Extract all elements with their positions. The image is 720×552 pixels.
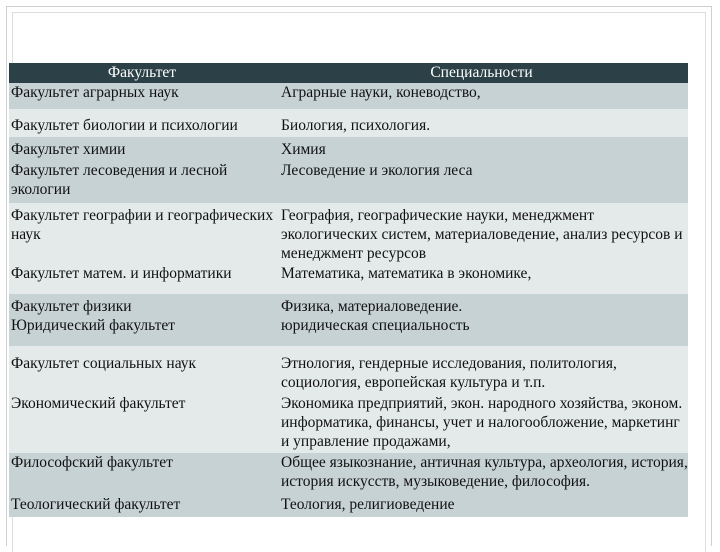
table-header-row [9,63,688,83]
table-row [9,264,688,294]
faculty-cell: Факультет матем. и информатики [9,264,275,294]
specialties-cell: География, географические науки, менеджмент экологических систем, материаловедение, анализ ресурсов и менеджмент ресурсов [275,203,688,264]
faculty-cell: Экономический факультет [9,394,275,453]
table-row [9,294,688,316]
table-row [9,137,688,161]
header-specialties: Специальности [275,63,688,83]
specialties-cell: Химия [275,137,688,161]
specialties-cell: Биология, психология. [275,109,688,137]
faculty-cell: Факультет лесоведения и лесной экологии [9,161,275,203]
faculty-cell: Факультет химии [9,137,275,161]
faculty-cell: Факультет аграрных наук [9,83,275,109]
table-row [9,394,688,453]
specialties-cell: Общее языкознание, античная культура, археология, история, история искусств, музыковедение, философия. [275,453,688,495]
faculty-cell: Факультет биологии и психологии [9,109,275,137]
faculty-cell: Философский факультет [9,453,275,495]
faculty-cell: Юридический факультет [9,316,275,346]
faculty-cell: Факультет социальных наук [9,346,275,394]
table-row [9,495,688,517]
faculty-cell: Факультет географии и географических наук [9,203,275,264]
faculty-cell: Факультет физики [9,294,275,316]
specialties-cell: Физика, материаловедение. [275,294,688,316]
faculties-table [9,63,688,517]
table-row [9,161,688,203]
specialties-cell: Лесоведение и экология леса [275,161,688,203]
faculty-cell: Теологический факультет [9,495,275,517]
specialties-cell: Аграрные науки, коневодство, [275,83,688,109]
specialties-cell: Теология, религиоведение [275,495,688,517]
specialties-cell: Этнология, гендерные исследования, политология, социология, европейская культура и т.п. [275,346,688,394]
table-row [9,83,688,109]
table-row [9,109,688,137]
table-row [9,316,688,346]
table-row [9,346,688,394]
table-row [9,203,688,264]
header-faculty: Факультет [9,63,275,83]
specialties-cell: юридическая специальность [275,316,688,346]
table-row [9,453,688,495]
specialties-cell: Экономика предприятий, экон. народного хозяйства, эконом. информатика, финансы, учет и налогообложение, маркетинг и управление продажами, [275,394,688,453]
specialties-cell: Математика, математика в экономике, [275,264,688,294]
